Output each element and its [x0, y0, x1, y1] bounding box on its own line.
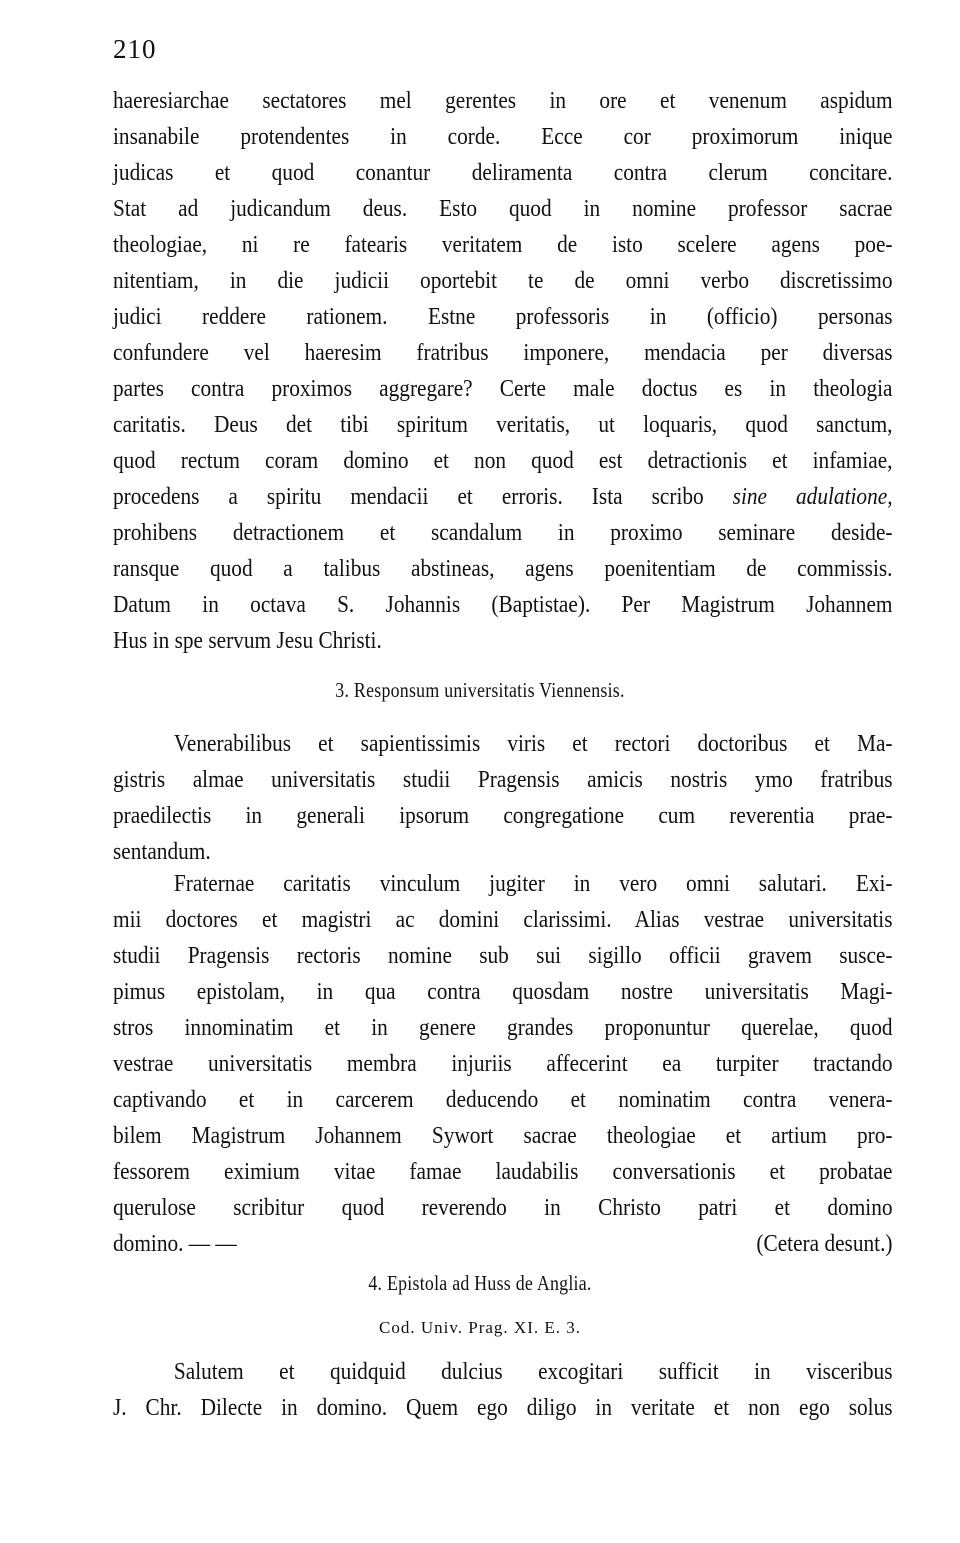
text-segment: domino. — — [113, 1230, 237, 1257]
source-citation: Cod. Univ. Prag. XI. E. 3. [379, 1318, 581, 1337]
text-line: insanabile protendentes in corde. Ecce cor proximorum inique [113, 123, 893, 150]
text-line: partes contra proximos aggregare? Certe male doctus es in theologia [113, 375, 893, 402]
text-line: haeresiarchae sectatores mel gerentes in ore et venenum aspidum [113, 87, 893, 114]
text-line: nitentiam, in die judicii oportebit te de omni verbo discretissimo [113, 267, 893, 294]
text-line: stros innominatim et in genere grandes proponuntur querelae, quod [113, 1014, 893, 1041]
text-line: gistris almae universitatis studii Pragensis amicis nostris ymo fratribus [113, 766, 893, 793]
address-section [113, 726, 893, 870]
text-line: bilem Magistrum Johannem Sywort sacrae theologiae et artium pro- [113, 1122, 893, 1149]
text-line: Salutem et quidquid dulcius excogitari sufficit in visceribus [173, 1358, 893, 1385]
text-line: prohibens detractionem et scandalum in proximo seminare deside- [113, 519, 893, 546]
text-line: Fraternae caritatis vinculum jugiter in vero omni salutari. Exi- [173, 870, 893, 897]
text-line: querulose scribitur quod reverendo in Christo patri et domino [113, 1194, 893, 1221]
text-line: quod rectum coram domino et non quod est detractionis et infamiae, [113, 447, 893, 474]
text-line: mii doctores et magistri ac domini clarissimi. Alias vestrae universitatis [113, 906, 893, 933]
text-line: Venerabilibus et sapientissimis viris et rectori doctoribus et Ma- [173, 730, 893, 757]
text-line: judicas et quod conantur deliramenta contra clerum concitare. [113, 159, 893, 186]
italic-phrase: sine adulatione, [732, 483, 893, 510]
page-number: 210 [113, 34, 157, 64]
text-line: Stat ad judicandum deus. Esto quod in nomine professor sacrae [113, 195, 893, 222]
text-line: studii Pragensis rectoris nomine sub sui sigillo officii gravem susce- [113, 942, 893, 969]
text-line: praedilectis in generali ipsorum congregatione cum reverentia prae- [113, 802, 893, 829]
text-line-final [113, 1226, 893, 1262]
text-line: sentandum. [113, 838, 211, 865]
cetera-desunt-note: (Cetera desunt.) [756, 1230, 893, 1257]
text-line: captivando et in carcerem deducendo et nominatim contra venera- [113, 1086, 893, 1113]
text-line: theologiae, ni re fatearis veritatem de isto scelere agens poe- [113, 231, 893, 258]
letter-body-section [113, 866, 893, 1262]
section-heading: 3. Responsum universitatis Viennensis. [335, 678, 625, 702]
text-line: caritatis. Deus det tibi spiritum veritatis, ut loquaris, quod sanctum, [113, 411, 893, 438]
letter-text-section [113, 83, 893, 659]
text-line: Hus in spe servum Jesu Christi. [113, 627, 382, 654]
text-line: J. Chr. Dilecte in domino. Quem ego diligo in veritate et non ego solus [113, 1394, 893, 1421]
letter-opening-section [113, 1354, 893, 1426]
section-heading: 4. Epistola ad Huss de Anglia. [368, 1271, 592, 1295]
text-segment: procedens a spiritu mendacii et erroris. Ista scribo [113, 483, 733, 510]
text-line: vestrae universitatis membra injuriis affecerint ea turpiter tractando [113, 1050, 893, 1077]
text-line: judici reddere rationem. Estne professoris in (officio) personas [113, 303, 893, 330]
text-line: confundere vel haeresim fratribus imponere, mendacia per diversas [113, 339, 893, 366]
text-line: fessorem eximium vitae famae laudabilis conversationis et probatae [113, 1158, 893, 1185]
text-line: Datum in octava S. Johannis (Baptistae). Per Magistrum Johannem [113, 591, 893, 618]
text-line: pimus epistolam, in qua contra quosdam nostre universitatis Magi- [113, 978, 893, 1005]
text-line-with-italic [113, 479, 893, 515]
text-line: ransque quod a talibus abstineas, agens poenitentiam de commissis. [113, 555, 893, 582]
